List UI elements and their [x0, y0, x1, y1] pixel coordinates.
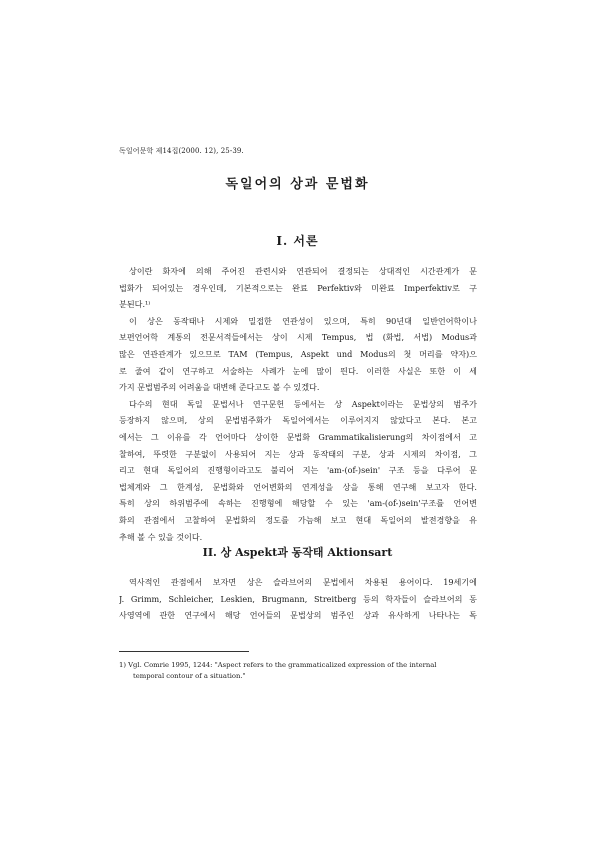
body-line: 법체계와 그 한계성, 문법화와 언어변화의 연계성을 상을 통해 연구해 보고자 한다.: [119, 481, 477, 492]
body-line: 에서는 그 이유를 각 언어마다 상이한 문법화 Grammatikalisierung의 차이점에서 고: [119, 431, 477, 442]
body-line: 상이란 화자에 의해 주어진 관련시와 연관되어 결정되는 상대적인 시간관계가 문: [129, 266, 477, 276]
body-line: 특히 상의 하위범주에 속하는 진행형에 해당할 수 있는 'am-(of-)sein'구조를 언어변: [119, 498, 477, 509]
body-line: 법화가 되어있는 경우인데, 기본적으로는 완료 Perfektiv와 미완료 Imperfektiv로 구: [119, 282, 477, 293]
body-line: 보편언어학 계통의 전문서적들에서는 상이 시제 Tempus, 법 (화법, 서법) Modus과: [119, 332, 477, 343]
body-line: 역사적인 관점에서 보자면 상은 슬라브어의 문법에서 차용된 용어이다. 19세기에: [129, 577, 477, 587]
body-line: 사영역에 관한 연구에서 해당 언어들의 문법상의 범주인 상과 유사하게 나타나는 독: [119, 610, 477, 621]
body-line: 화의 관점에서 고찰하여 문법화의 정도를 가늠해 보고 현대 독일어의 발전경향을 유: [119, 514, 477, 525]
journal-citation: 독일어문학 제14집(2000. 12), 25-39.: [119, 147, 244, 155]
body-line: J. Grimm, Schleicher, Leskien, Brugmann, Streitberg 등의 학자들이 슬라브어의 동: [119, 593, 477, 604]
body-line: 등장하지 않으며, 상의 문법범주화가 독일어에서는 이루어지지 않았다고 본다. 본고: [119, 415, 477, 426]
footnote: [119, 660, 477, 682]
footnote-divider: [119, 651, 249, 652]
footnote-line: temporal contour of a situation.": [133, 672, 246, 680]
section-body-aspect: [119, 574, 477, 624]
body-line: 로 줄여 같이 연구하고 서술하는 사례가 눈에 많이 띈다. 이러한 사실은 또한 이 세: [119, 365, 477, 376]
paper-title: 독일어의 상과 문법화: [225, 177, 370, 192]
footnote-line: 1) Vgl. Comrie 1995, 1244: "Aspect refers to the grammaticalized expression of the internal: [119, 661, 437, 669]
section-heading-introduction: I. 서론: [276, 234, 319, 248]
section-heading-aspect: II. 상 Aspekt과 동작태 Aktionsart: [202, 546, 393, 559]
body-line: 가지 문법범주의 어려움을 대변해 준다고도 볼 수 있겠다.: [119, 382, 320, 393]
body-line: 많은 연관관계가 있으므로 TAM (Tempus, Aspekt und Modus의 첫 머리를 약자)으: [119, 348, 477, 359]
body-line: 리고 현대 독일어의 진행형이라고도 불리어 지는 'am-(of-)sein' 구조 등을 다루어 문: [119, 465, 477, 476]
body-line: 추해 볼 수 있을 것이다.: [119, 531, 203, 542]
body-line: 찰하여, 뚜렷한 구분없이 사용되어 지는 상과 동작태의 구분, 상과 시제의 차이점, 그: [119, 448, 477, 459]
section-body-introduction: [119, 263, 477, 545]
body-line: 분된다.¹⁾: [119, 299, 151, 310]
body-line: 이 상은 동작태나 시제와 밀접한 연관성이 있으며, 특히 90년대 일반언어학이나: [129, 315, 477, 326]
body-line: 다수의 현대 독일 문법서나 연구문헌 등에서는 상 Aspekt이라는 문법상의 범주가: [129, 398, 477, 409]
